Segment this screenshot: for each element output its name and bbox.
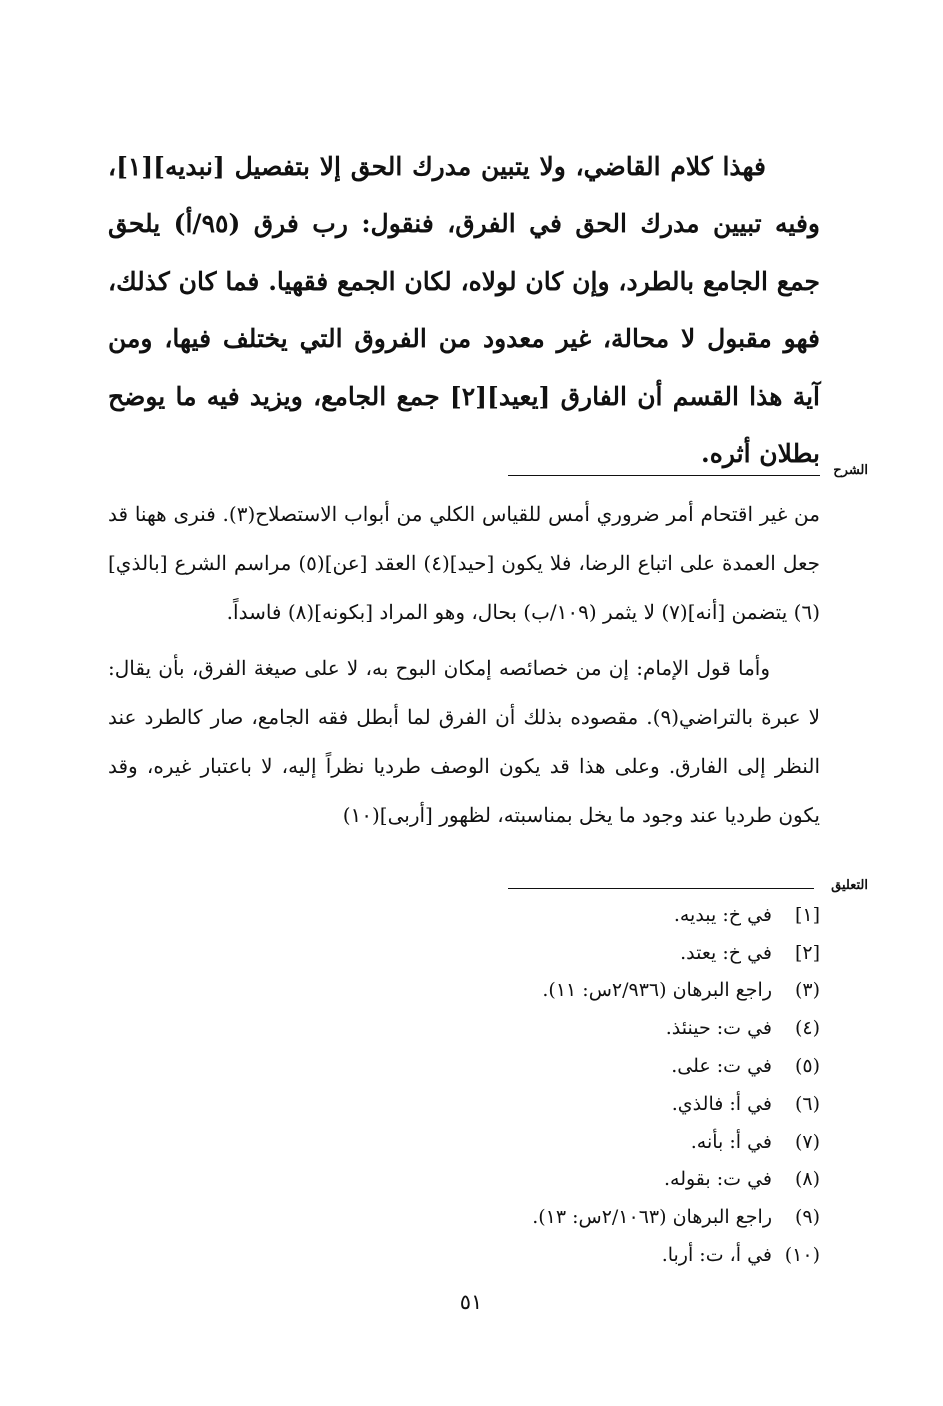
footnote-item xyxy=(300,896,820,934)
taliq-divider xyxy=(508,888,814,889)
matn-paragraph: فهذا كلام القاضي، ولا يتبين مدرك الحق إلا بتفصيل [نبديه][١]، وفيه تبيين مدرك الحق في الفرق، فنقول: رب فرق (٩٥/أ) يلحق جمع الجامع بالطرد، وإن كان لولاه، لكان الجمع فقهيا. فما كان كذلك، فهو مقبول لا محالة، غير معدود من الفروق التي يختلف فيها، ومن آية هذا القسم أن الفارق [يعيد][٢] جمع الجامع، ويزيد فيه ما يوضح بطلان أثره. xyxy=(108,152,821,469)
footnotes-list xyxy=(300,896,820,1274)
footnote-item xyxy=(300,1009,820,1047)
footnote-number: [٢] xyxy=(794,941,820,964)
footnote-text: في أ: بأنه. xyxy=(690,1130,772,1153)
footnote-item xyxy=(300,1161,820,1199)
footnote-number: (٣) xyxy=(794,979,820,1002)
footnote-item xyxy=(300,972,820,1010)
footnote-item xyxy=(300,1123,820,1161)
footnote-number: (٥) xyxy=(794,1055,820,1078)
matn-text xyxy=(108,138,820,482)
footnote-text: راجع البرهان (٢/١٠٦٣س: ١٣). xyxy=(532,1206,772,1229)
footnote-text: في أ، ت: أربا. xyxy=(661,1244,772,1267)
footnote-number: (٤) xyxy=(794,1017,820,1040)
footnote-number: (٧) xyxy=(794,1130,820,1153)
footnote-item xyxy=(300,1236,820,1274)
footnote-item xyxy=(300,1047,820,1085)
sharh-label: الشرح xyxy=(833,463,868,478)
sharh-text xyxy=(108,490,820,840)
footnote-text: في خ: يبديه. xyxy=(673,903,772,926)
footnote-text: في أ: فالذي. xyxy=(671,1092,772,1115)
footnote-number: (٩) xyxy=(794,1206,820,1229)
page-number: ٥١ xyxy=(459,1290,483,1314)
footnote-item xyxy=(300,934,820,972)
sharh-divider xyxy=(508,475,820,476)
sharh-paragraph: وأما قول الإمام: إن من خصائصه إمكان البوح به، لا على صيغة الفرق، بأن يقال: لا عبرة بالتراضي(٩). مقصوده بذلك أن الفرق لما أبطل فقه الجامع، صار كالطرد عند النظر إلى الفارق. وعلى هذا قد يكون الوصف طرديا نظراً إليه، لا باعتبار غيره، وقد يكون طرديا عند وجود ما يخل بمناسبته، لظهور [أربى](١٠) xyxy=(108,656,820,827)
footnote-number: (١٠) xyxy=(784,1244,820,1267)
taliq-label: التعليق xyxy=(831,878,868,893)
footnote-text: في ت: حينئذ. xyxy=(665,1017,772,1040)
footnote-text: راجع البرهان (٢/٩٣٦س: ١١). xyxy=(542,979,772,1002)
footnote-text: في ت: بقوله. xyxy=(663,1168,772,1191)
footnote-text: في خ: يعتد. xyxy=(680,941,772,964)
footnote-number: [١] xyxy=(794,903,820,926)
footnote-item xyxy=(300,1085,820,1123)
sharh-paragraph: من غير اقتحام أمر ضروري أمس للقياس الكلي من أبواب الاستصلاح(٣). فنرى ههنا قد جعل العمدة على اتباع الرضا، فلا يكون [حيد](٤) العقد [عن](٥) مراسم الشرع [بالذي](٦) يتضمن [أنه](٧) لا يثمر (١٠٩/ب) بحال، وهو المراد [بكونه](٨) فاسداً. xyxy=(108,502,821,624)
footnote-item xyxy=(300,1198,820,1236)
footnote-number: (٦) xyxy=(794,1092,820,1115)
footnote-number: (٨) xyxy=(794,1168,820,1191)
footnote-text: في ت: على. xyxy=(671,1055,772,1078)
